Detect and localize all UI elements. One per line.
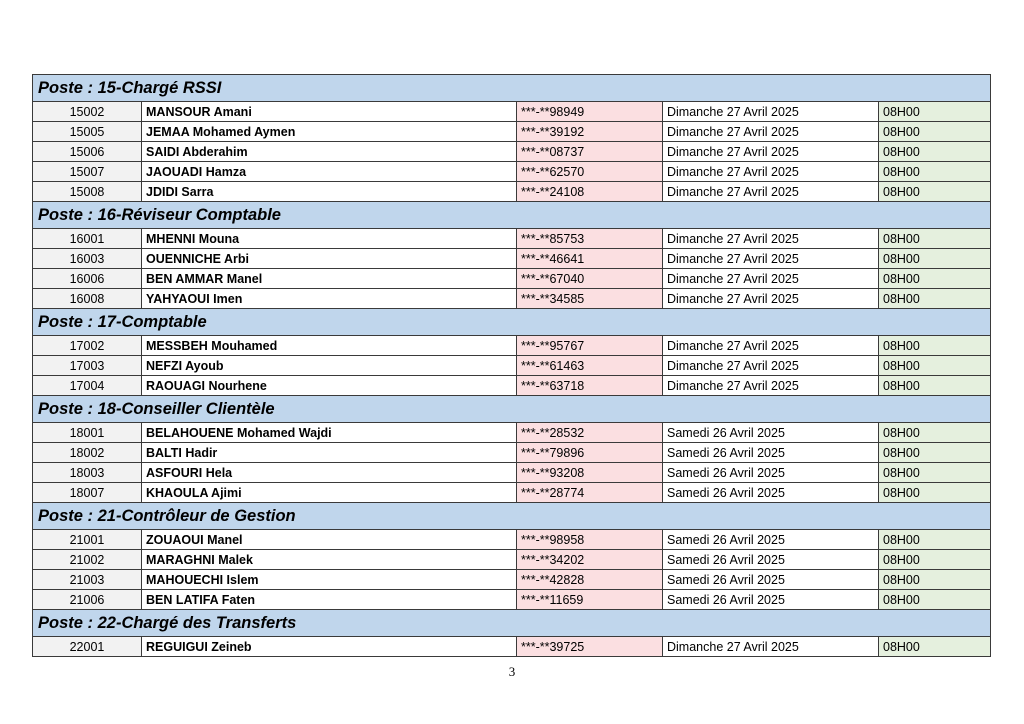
exam-time: 08H00 [879,483,991,503]
exam-date: Samedi 26 Avril 2025 [663,483,879,503]
candidate-number: 17003 [33,356,142,376]
candidate-number: 21003 [33,570,142,590]
exam-time: 08H00 [879,570,991,590]
candidate-number: 15008 [33,182,142,202]
exam-date: Dimanche 27 Avril 2025 [663,182,879,202]
exam-time: 08H00 [879,142,991,162]
masked-id: ***-**63718 [517,376,663,396]
exam-time: 08H00 [879,356,991,376]
masked-id: ***-**34202 [517,550,663,570]
exam-date: Dimanche 27 Avril 2025 [663,102,879,122]
candidate-name: ASFOURI Hela [142,463,517,483]
exam-time: 08H00 [879,463,991,483]
exam-time: 08H00 [879,102,991,122]
exam-time: 08H00 [879,423,991,443]
section-title: Poste : 18-Conseiller Clientèle [33,396,991,423]
candidate-name: BELAHOUENE Mohamed Wajdi [142,423,517,443]
exam-date: Dimanche 27 Avril 2025 [663,336,879,356]
exam-date: Dimanche 27 Avril 2025 [663,376,879,396]
masked-id: ***-**46641 [517,249,663,269]
table-row [33,550,991,570]
candidate-number: 17004 [33,376,142,396]
candidate-number: 18001 [33,423,142,443]
section-header [33,396,991,423]
masked-id: ***-**42828 [517,570,663,590]
table-row [33,570,991,590]
candidate-number: 21006 [33,590,142,610]
table-row [33,443,991,463]
candidate-number: 18003 [33,463,142,483]
section-title: Poste : 15-Chargé RSSI [33,75,991,102]
table-row [33,530,991,550]
candidate-name: KHAOULA Ajimi [142,483,517,503]
exam-time: 08H00 [879,530,991,550]
exam-time: 08H00 [879,443,991,463]
section-header [33,75,991,102]
candidate-name: OUENNICHE Arbi [142,249,517,269]
candidate-number: 15005 [33,122,142,142]
masked-id: ***-**67040 [517,269,663,289]
candidate-name: ZOUAOUI Manel [142,530,517,550]
exam-time: 08H00 [879,336,991,356]
table-row [33,102,991,122]
candidate-name: MESSBEH Mouhamed [142,336,517,356]
exam-time: 08H00 [879,229,991,249]
exam-date: Dimanche 27 Avril 2025 [663,637,879,657]
table-row [33,289,991,309]
masked-id: ***-**85753 [517,229,663,249]
section-title: Poste : 22-Chargé des Transferts [33,610,991,637]
masked-id: ***-**61463 [517,356,663,376]
candidate-number: 15002 [33,102,142,122]
candidate-name: MAHOUECHI Islem [142,570,517,590]
candidate-name: RAOUAGI Nourhene [142,376,517,396]
exam-date: Dimanche 27 Avril 2025 [663,229,879,249]
exam-date: Samedi 26 Avril 2025 [663,530,879,550]
masked-id: ***-**11659 [517,590,663,610]
exam-time: 08H00 [879,376,991,396]
candidate-number: 16006 [33,269,142,289]
candidate-name: JAOUADI Hamza [142,162,517,182]
exam-time: 08H00 [879,289,991,309]
exam-time: 08H00 [879,550,991,570]
table-row [33,483,991,503]
candidate-number: 15006 [33,142,142,162]
table-row [33,356,991,376]
candidate-name: MARAGHNI Malek [142,550,517,570]
exam-date: Samedi 26 Avril 2025 [663,443,879,463]
section-title: Poste : 16-Réviseur Comptable [33,202,991,229]
candidate-name: MANSOUR Amani [142,102,517,122]
candidate-number: 16008 [33,289,142,309]
candidate-name: JDIDI Sarra [142,182,517,202]
table-row [33,122,991,142]
exam-date: Dimanche 27 Avril 2025 [663,162,879,182]
exam-date: Dimanche 27 Avril 2025 [663,122,879,142]
exam-date: Samedi 26 Avril 2025 [663,463,879,483]
candidate-number: 21002 [33,550,142,570]
section-title: Poste : 17-Comptable [33,309,991,336]
exam-time: 08H00 [879,590,991,610]
masked-id: ***-**95767 [517,336,663,356]
masked-id: ***-**93208 [517,463,663,483]
candidate-name: NEFZI Ayoub [142,356,517,376]
masked-id: ***-**24108 [517,182,663,202]
candidate-name: BEN LATIFA Faten [142,590,517,610]
table-row [33,162,991,182]
section-header [33,202,991,229]
exam-date: Samedi 26 Avril 2025 [663,550,879,570]
candidate-number: 22001 [33,637,142,657]
candidate-name: BALTI Hadir [142,443,517,463]
candidate-number: 21001 [33,530,142,550]
table-row [33,590,991,610]
candidates-table [32,74,991,657]
candidate-number: 18007 [33,483,142,503]
table-row [33,249,991,269]
masked-id: ***-**39725 [517,637,663,657]
exam-date: Dimanche 27 Avril 2025 [663,356,879,376]
candidate-number: 16003 [33,249,142,269]
masked-id: ***-**28774 [517,483,663,503]
masked-id: ***-**98958 [517,530,663,550]
section-title: Poste : 21-Contrôleur de Gestion [33,503,991,530]
candidate-name: SAIDI Abderahim [142,142,517,162]
candidate-number: 16001 [33,229,142,249]
candidate-name: JEMAA Mohamed Aymen [142,122,517,142]
exam-time: 08H00 [879,269,991,289]
exam-date: Dimanche 27 Avril 2025 [663,142,879,162]
masked-id: ***-**79896 [517,443,663,463]
exam-time: 08H00 [879,182,991,202]
candidate-name: MHENNI Mouna [142,229,517,249]
page-number: 3 [508,664,516,679]
exam-time: 08H00 [879,249,991,269]
table-row [33,463,991,483]
table-row [33,376,991,396]
exam-date: Dimanche 27 Avril 2025 [663,289,879,309]
exam-time: 08H00 [879,122,991,142]
candidate-number: 18002 [33,443,142,463]
exam-date: Samedi 26 Avril 2025 [663,570,879,590]
section-header [33,309,991,336]
masked-id: ***-**34585 [517,289,663,309]
exam-date: Dimanche 27 Avril 2025 [663,269,879,289]
exam-time: 08H00 [879,637,991,657]
candidate-name: BEN AMMAR Manel [142,269,517,289]
table-row [33,269,991,289]
candidate-name: YAHYAOUI Imen [142,289,517,309]
exam-time: 08H00 [879,162,991,182]
table-row [33,637,991,657]
masked-id: ***-**08737 [517,142,663,162]
exam-date: Samedi 26 Avril 2025 [663,423,879,443]
candidate-number: 17002 [33,336,142,356]
exam-date: Samedi 26 Avril 2025 [663,590,879,610]
masked-id: ***-**98949 [517,102,663,122]
table-row [33,229,991,249]
section-header [33,610,991,637]
section-header [33,503,991,530]
masked-id: ***-**28532 [517,423,663,443]
table-row [33,142,991,162]
masked-id: ***-**39192 [517,122,663,142]
table-row [33,423,991,443]
candidate-number: 15007 [33,162,142,182]
exam-date: Dimanche 27 Avril 2025 [663,249,879,269]
candidate-name: REGUIGUI Zeineb [142,637,517,657]
table-row [33,336,991,356]
table-row [33,182,991,202]
masked-id: ***-**62570 [517,162,663,182]
